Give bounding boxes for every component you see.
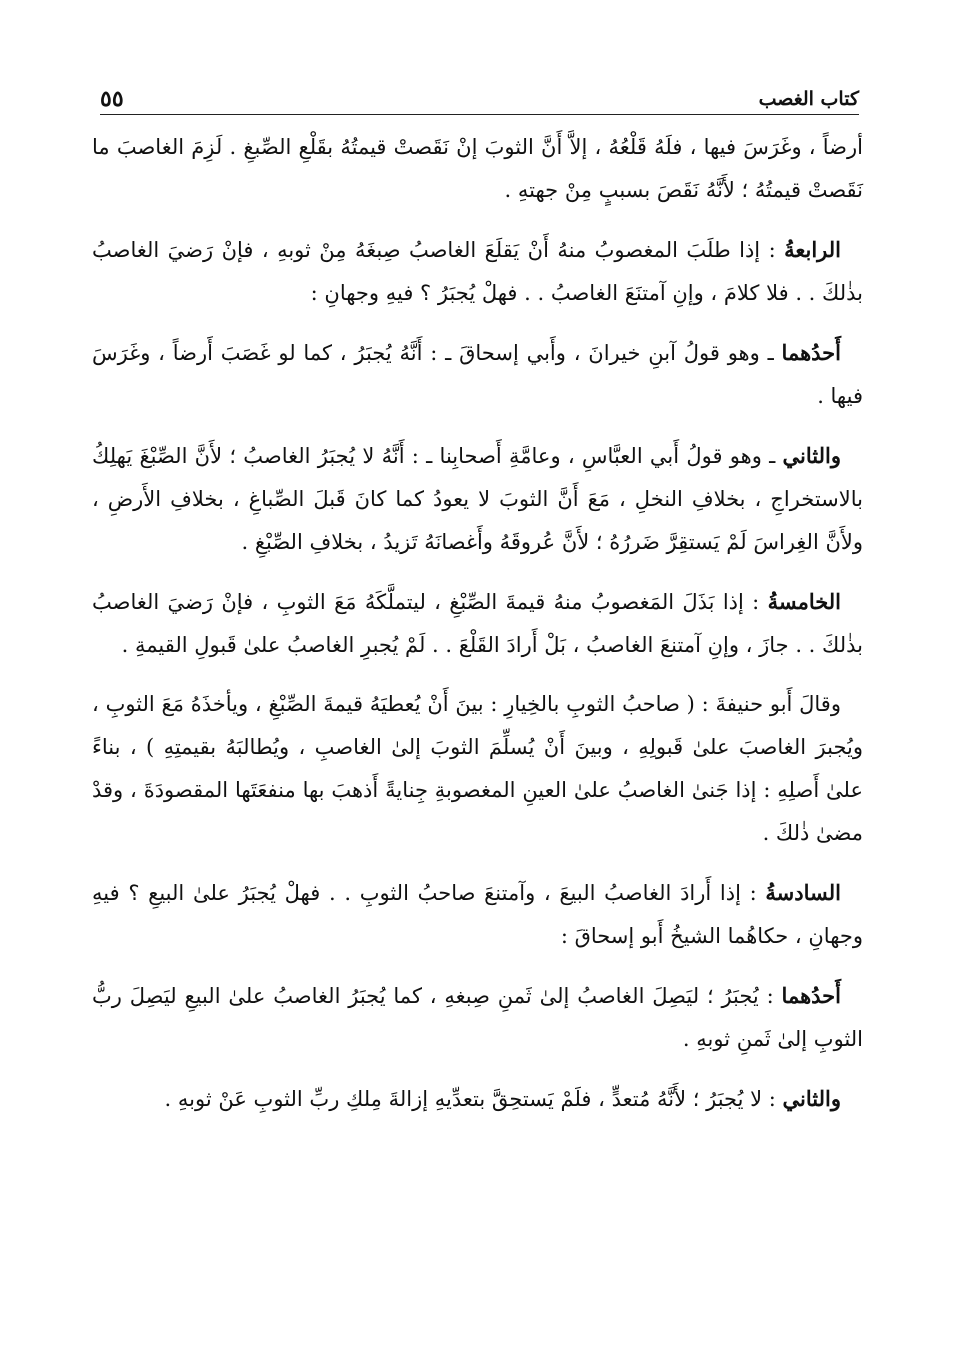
page-body — [92, 126, 863, 1137]
paragraph — [92, 126, 863, 212]
page-number: ٥٥ — [100, 86, 124, 112]
paragraph-text: : إذا أَرادَ الغاصبُ البيعَ ، وآمتنعَ صاحبُ الثوبِ . . فهلْ يُجبَرُ علىٰ البيعِ ؟ فيهِ وجهانِ ، حكاهُما الشيخُ أَبو إسحاقَ : — [92, 881, 863, 948]
paragraph-text: ـ وهو قولُ أَبي العبَّاسِ ، وعامَّةِ أَصحابِنا ـ : أَنَّهُ لا يُجبَرُ الغاصبُ ؛ لأَنَّ الصِّبْغَ يَهلِكُ بالاستخراجِ ، بخلافِ النخلِ ، مَعَ أَنَّ الثوبَ لا يعودُ كما كانَ قَبلَ الصِّباغِ ، بخلافِ الأَرضِ ، ولأَنَّ الغِراسَ لَمْ يَستقِرَّ ضَررُهُ ؛ لأَنَّ عُروقَهُ وأَغصانَهُ تَزيدُ ، بخلافِ الصِّبْغِ . — [92, 444, 863, 554]
paragraph-lead: الخامسةُ — [767, 589, 842, 614]
paragraph-lead: الرابعةُ — [784, 237, 841, 262]
paragraph — [92, 1077, 863, 1121]
paragraph — [92, 871, 863, 958]
paragraph-lead: أَحدُهما — [781, 340, 841, 365]
paragraph-lead: والثاني — [782, 1086, 841, 1111]
paragraph-text: : إذا طلَبَ المغصوبُ منهُ أَنْ يَقلَعَ الغاصبُ صِبغَهُ مِنْ ثوبهِ ، فإنْ رَضيَ الغاصبُ بذٰلكَ . . فلا كلامَ ، وإنِ آمتنَعَ الغاصبُ . . فهلْ يُجبَرُ ؟ فيهِ وجهانِ : — [92, 238, 863, 305]
paragraph-text: ـ وهو قولُ آبنِ خيرانَ ، وأَبي إسحاقَ ـ : أَنَّهُ يُجبَرُ ، كما لو غَصَبَ أَرضاً ، وغَرَسَ فيها . — [92, 341, 863, 408]
page-header — [100, 80, 859, 115]
paragraph-text: : يُجبَرُ ؛ ليَصِلَ الغاصبُ إلىٰ ثَمنِ صِبغهِ ، كما يُجبَرُ الغاصبُ علىٰ البيعِ ليَصِلَ ربُّ الثوبِ إلىٰ ثَمنِ ثوبهِ . — [92, 984, 863, 1051]
paragraph-text: أرضاً ، وغَرَسَ فيها ، فلَهُ قَلْعُهُ ، إلاَّ أَنَّ الثوبَ إنْ نَقَصتْ قيمتُهُ بقَلْعِ الصِّبغِ . لَزِمَ الغاصبَ ما نَقَصتْ قيمتُهُ ؛ لأَنَّهُ نَقَصَ بسببٍ مِنْ جهتهِ . — [92, 135, 863, 202]
paragraph — [92, 580, 863, 667]
paragraph — [92, 228, 863, 315]
running-title: كتاب الغصب — [758, 88, 859, 110]
paragraph-lead: أَحدُهما — [781, 983, 841, 1008]
paragraph-text: : إذا بَذَلَ المَغصوبُ منهُ قيمةَ الصِّبْغِ ، ليتملَّكَهُ مَعَ الثوبِ ، فإنْ رَضيَ الغاصبُ بذٰلكَ . . جازَ ، وإنِ آمتنعَ الغاصبُ ، بَلْ أَرادَ القَلْعَ . . لَمْ يُجبرِ الغاصبُ علىٰ قَبولِ القيمةِ . — [92, 590, 863, 657]
paragraph-text: : لا يُجبَرُ ؛ لأَنَّهُ مُتعدٍّ ، فلَمْ يَستحِقَّ بتعدِّيهِ إزالةَ مِلكِ ربِّ الثوبِ عَنْ ثوبهِ . — [164, 1087, 783, 1111]
paragraph — [92, 683, 863, 855]
paragraph-lead: والثاني — [782, 443, 842, 468]
paragraph-text: وقالَ أَبو حنيفةَ : ( صاحبُ الثوبِ بالخِيارِ : بينَ أَنْ يُعطيَهُ قيمةَ الصِّبْغِ ، ويأخذَهُ مَعَ الثوبِ ، ويُجبرَ الغاصبَ علىٰ قَبولِهِ ، وبينَ أَنْ يُسلِّمَ الثوبَ إلىٰ الغاصبِ ، ويُطالبَهُ بقيمتِهِ ) ، بناءً علىٰ أَصلِهِ : إذا جَنىٰ الغاصبُ علىٰ العينِ المغصوبةِ جِنايةً أَذهبَ بها منفعَتَها المقصودَةَ ، وقدْ مضىٰ ذٰلكَ . — [92, 692, 863, 845]
paragraph-lead: السادسةُ — [765, 880, 841, 905]
paragraph — [92, 974, 863, 1061]
paragraph — [92, 331, 863, 418]
paragraph — [92, 434, 863, 564]
